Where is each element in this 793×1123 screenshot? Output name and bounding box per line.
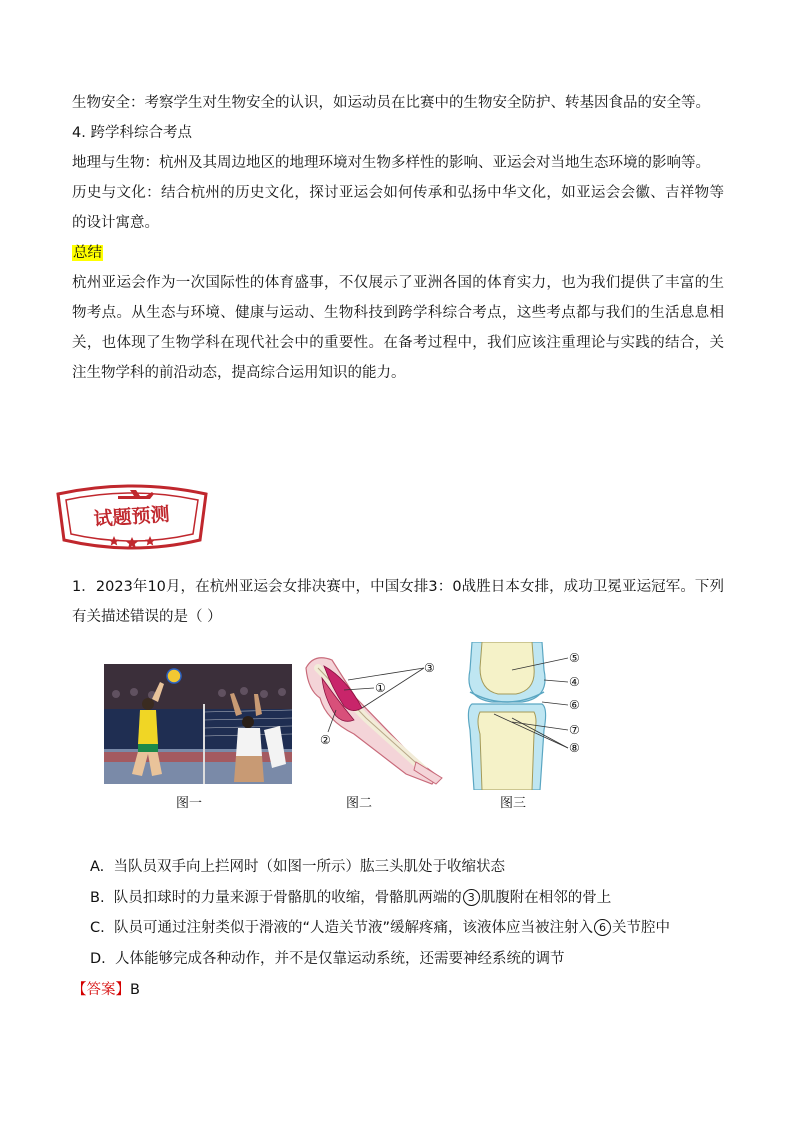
option-c-circled-number: 6	[594, 919, 611, 936]
fig3-label-8: ⑧	[569, 741, 580, 755]
joint-head	[480, 642, 534, 694]
figure-group	[100, 640, 600, 820]
option-a	[90, 852, 730, 883]
paragraph-history: 历史与文化：结合杭州的历史文化，探讨亚运会如何传承和弘扬中华文化，如亚运会会徽、吉祥物等的设计寓意。	[72, 185, 724, 231]
figure-2-caption: 图二	[346, 796, 373, 811]
fig2-label-2: ②	[320, 733, 331, 747]
option-b-text-pre: 队员扣球时的力量来源于骨骼肌的收缩，骨骼肌两端的	[113, 889, 462, 906]
summary-heading-highlight: 总结	[73, 245, 102, 261]
option-c-label: C.	[90, 920, 105, 936]
option-a-label: A.	[90, 859, 105, 875]
option-b	[90, 883, 730, 914]
figure-1-caption: 图一	[176, 796, 203, 811]
paragraph-biosafety: 生物安全：考察学生对生物安全的认识，如运动员在比赛中的生物安全防护、转基因食品的安全等。	[72, 95, 710, 111]
question-1	[72, 572, 724, 632]
volleyball	[167, 669, 181, 683]
stamp-text: 试题预测	[92, 503, 171, 531]
answer-line	[72, 978, 140, 999]
answer-tag: 【答案】	[72, 982, 130, 998]
option-d-label: D.	[90, 950, 106, 967]
option-a-text: 当队员双手向上拦网时（如图一所示）肱三头肌处于收缩状态	[113, 859, 505, 875]
option-c-text-pre: 队员可通过注射类似于滑液的“人造关节液”缓解疼痛，该液体应当被注射入	[113, 920, 593, 936]
fig3-label-7: ⑦	[569, 723, 580, 737]
question-stem: 1．2023年10月，在杭州亚运会女排决赛中，中国女排3：0战胜日本女排，成功卫冕亚运冠军。下列有关描述错误的是（ ）	[72, 579, 724, 625]
option-b-circled-number: 3	[463, 889, 480, 906]
stamp-plane-icon	[118, 490, 154, 499]
figure-3-joint-diagram	[452, 642, 602, 790]
stamp-badge	[48, 476, 216, 556]
option-d	[90, 944, 730, 975]
figure-1-volleyball-photo	[104, 664, 292, 784]
summary-paragraph: 杭州亚运会作为一次国际性的体育盛事，不仅展示了亚洲各国的体育实力，也为我们提供了丰富的生物考点。从生态与环境、健康与运动、生物科技到跨学科综合考点，这些考点都与我们的生活息息相关，也体现了生物学科在现代社会中的重要性。在备考过程中，我们应该注重理论与实践的结合，关注生物学科的前沿动态，提高综合运用知识的能力。	[72, 275, 724, 381]
joint-socket	[478, 712, 536, 790]
star-icon	[126, 537, 138, 548]
option-b-label: B.	[90, 889, 105, 906]
option-c-text-post: 关节腔中	[611, 920, 670, 936]
option-d-text: 人体能够完成各种动作，并不是仅靠运动系统，还需要神经系统的调节	[115, 950, 565, 967]
fig3-label-5: ⑤	[569, 651, 580, 665]
fig2-label-3: ③	[424, 661, 435, 675]
summary-heading	[72, 238, 724, 268]
answer-value: B	[130, 982, 140, 998]
text-body	[72, 88, 724, 388]
paragraph-geography: 地理与生物：杭州及其周边地区的地理环境对生物多样性的影响、亚运会对当地生态环境的影响等。	[72, 155, 710, 171]
option-c	[90, 913, 730, 944]
option-b-text-post: 肌腹附在相邻的骨上	[480, 889, 612, 906]
figure-3-caption: 图三	[500, 796, 527, 811]
fig3-label-6: ⑥	[569, 698, 580, 712]
figure-2-arm-muscle-diagram	[296, 648, 446, 788]
paragraph-heading-interdisciplinary: 4. 跨学科综合考点	[72, 125, 192, 141]
star-icon	[109, 536, 119, 546]
answer-options	[90, 852, 730, 974]
fig2-label-1: ①	[375, 681, 386, 695]
star-icon	[145, 536, 155, 546]
fig3-label-4: ④	[569, 675, 580, 689]
